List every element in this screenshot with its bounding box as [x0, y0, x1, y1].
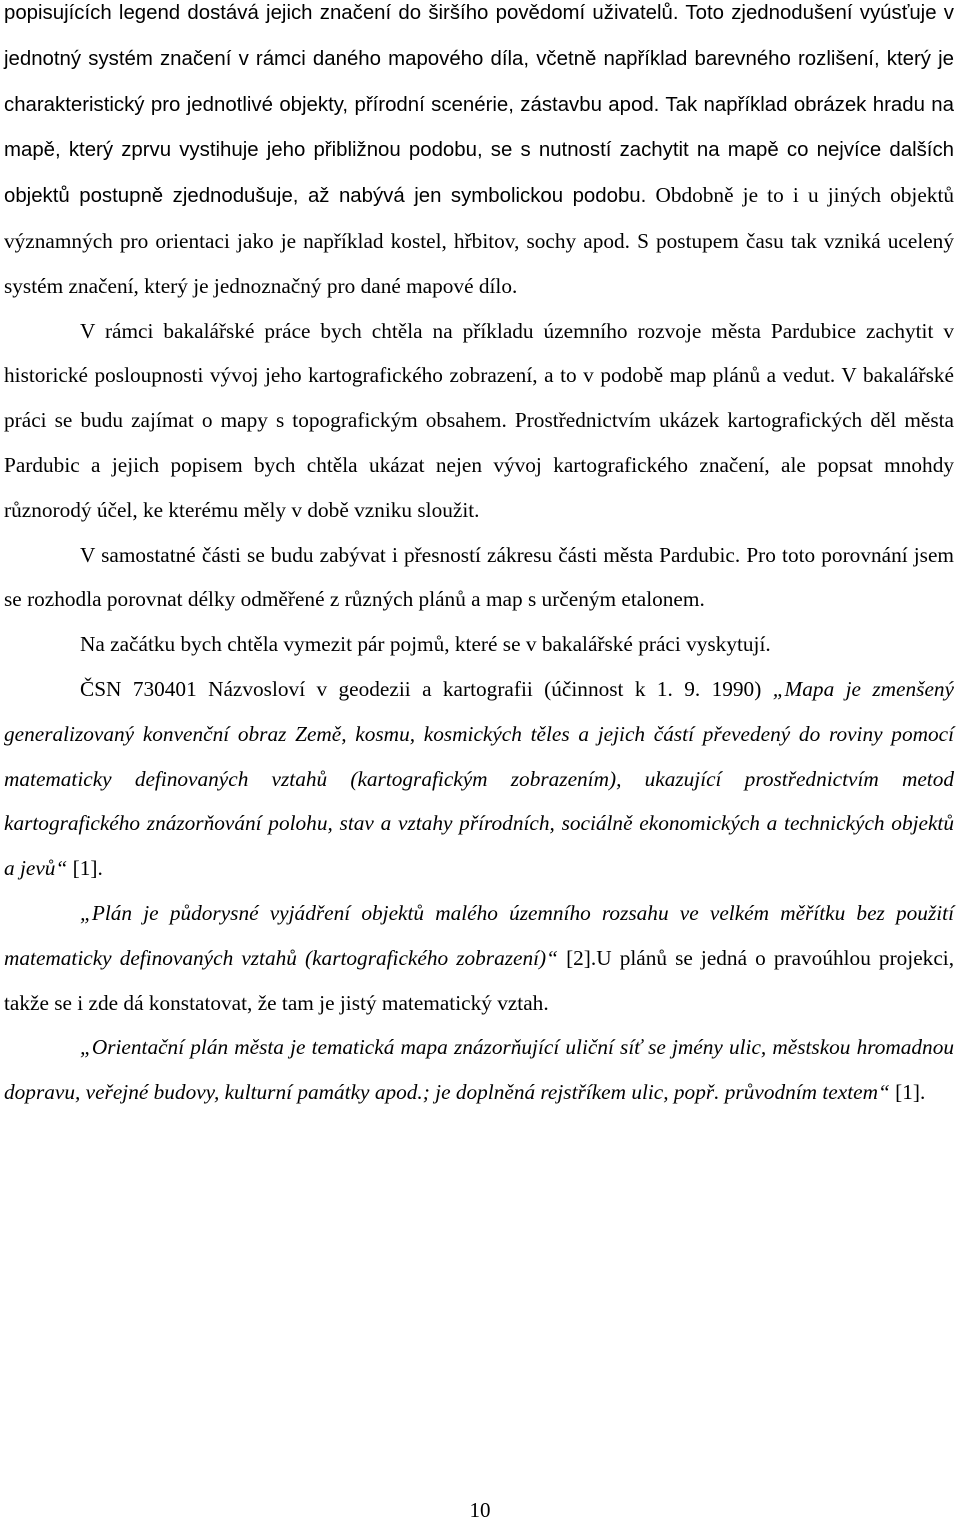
map-definition-quote: „Mapa je zmenšený generalizovaný konvenční obraz Země, kosmu, kosmických těles a jejich částí převedený do roviny pomocí matematicky definovaných vztahů (kartografickým zobrazením), ukazující prostřednictvím metod kartografického znázorňování polohu, stav a vztahy přírodních, sociálně ekonomických a technických objektů a jevů“ — [4, 676, 954, 881]
plan-definition-quote: „Plán je půdorysné vyjádření objektů malého územního rozsahu ve velkém měřítku bez použití matematicky definovaných vztahů (kartografického zobrazení)“ — [4, 900, 954, 970]
sentence-castle-example: Tak například obrázek hradu na mapě, který zprvu vystihuje jeho přibližnou podobu, se s nutností zachytit na mapě co nejvíce dalších objektů postupně zjednodušuje, až nabývá jen symbolickou podobu. — [4, 93, 954, 208]
standard-reference: ČSN 730401 Názvosloví v geodezii a kartografii (účinnost k 1. 9. 1990) — [80, 676, 762, 701]
sentence-topographic: V bakalářské práci se budu zajímat o mapy s topografickým obsahem. — [4, 363, 955, 433]
sentence-simplification: popisujících legend dostává jejich značení do širšího povědomí uživatelů. Toto zjednodušení vyúsťuje v jednotný systém značení v rámci daného mapového díla, včetně například barevného rozlišení, který je charakteristický pro jednotlivé objekty, přírodní scenérie, zástavbu apod. — [4, 2, 954, 116]
page-number: 10 — [469, 1498, 491, 1522]
paragraph-terms-intro: Na začátku bych chtěla vymezit pár pojmů, které se v bakalářské práci vyskytují. — [80, 632, 771, 657]
citation-1: [1]. — [72, 856, 103, 881]
paragraph-plan-definition — [4, 891, 954, 1025]
citation-2: [2]. — [566, 945, 597, 970]
document-page — [4, 0, 954, 1115]
sentence-symbol-system: S postupem času tak vzniká ucelený systém značení, který je jednoznačný pro dané mapové dílo. — [4, 228, 954, 298]
paragraph-accuracy: V samostatné části se budu zabývat i přesností zákresu části města Pardubic. Pro toto porovnání jsem se rozhodla porovnat délky odměřené z různých plánů a map s určeným etalonem. — [4, 542, 954, 612]
orientation-plan-quote: „Orientační plán města je tematická mapa znázorňující uliční síť se jmény ulic, městskou hromadnou dopravu, veřejné budovy, kulturní památky apod.; je doplněná rejstříkem ulic, popř. průvodním textem“ — [4, 1035, 954, 1105]
sentence-aim: V rámci bakalářské práce bych chtěla na příkladu územního rozvoje města Pardubice zachytit v historické posloupnosti vývoj jeho kartografického zobrazení, a to v podobě map plánů a vedut. — [4, 318, 954, 388]
paragraph-map-symbols — [4, 0, 954, 309]
sentence-other-objects: Obdobně je to i u jiných objektů významných pro orientaci jako je například kostel, hřbitov, sochy apod. — [4, 183, 955, 253]
plan-projection-note: U plánů se jedná o pravoúhlou projekci, takže se i zde dá konstatovat, že tam je jistý matematický vztah. — [4, 945, 955, 1015]
paragraph-map-definition — [4, 667, 954, 891]
paragraph-thesis-aim — [4, 309, 954, 533]
sentence-examples: Prostřednictvím ukázek kartografických děl města Pardubic a jejich popisem bych chtěla ukázat nejen vývoj kartografického značení, ale popsat mnohdy různorodý účel, ke kterému měly v době vzniku sloužit. — [4, 408, 955, 522]
paragraph-orientation-plan — [4, 1025, 954, 1115]
citation-1-repeat: [1]. — [895, 1080, 926, 1105]
